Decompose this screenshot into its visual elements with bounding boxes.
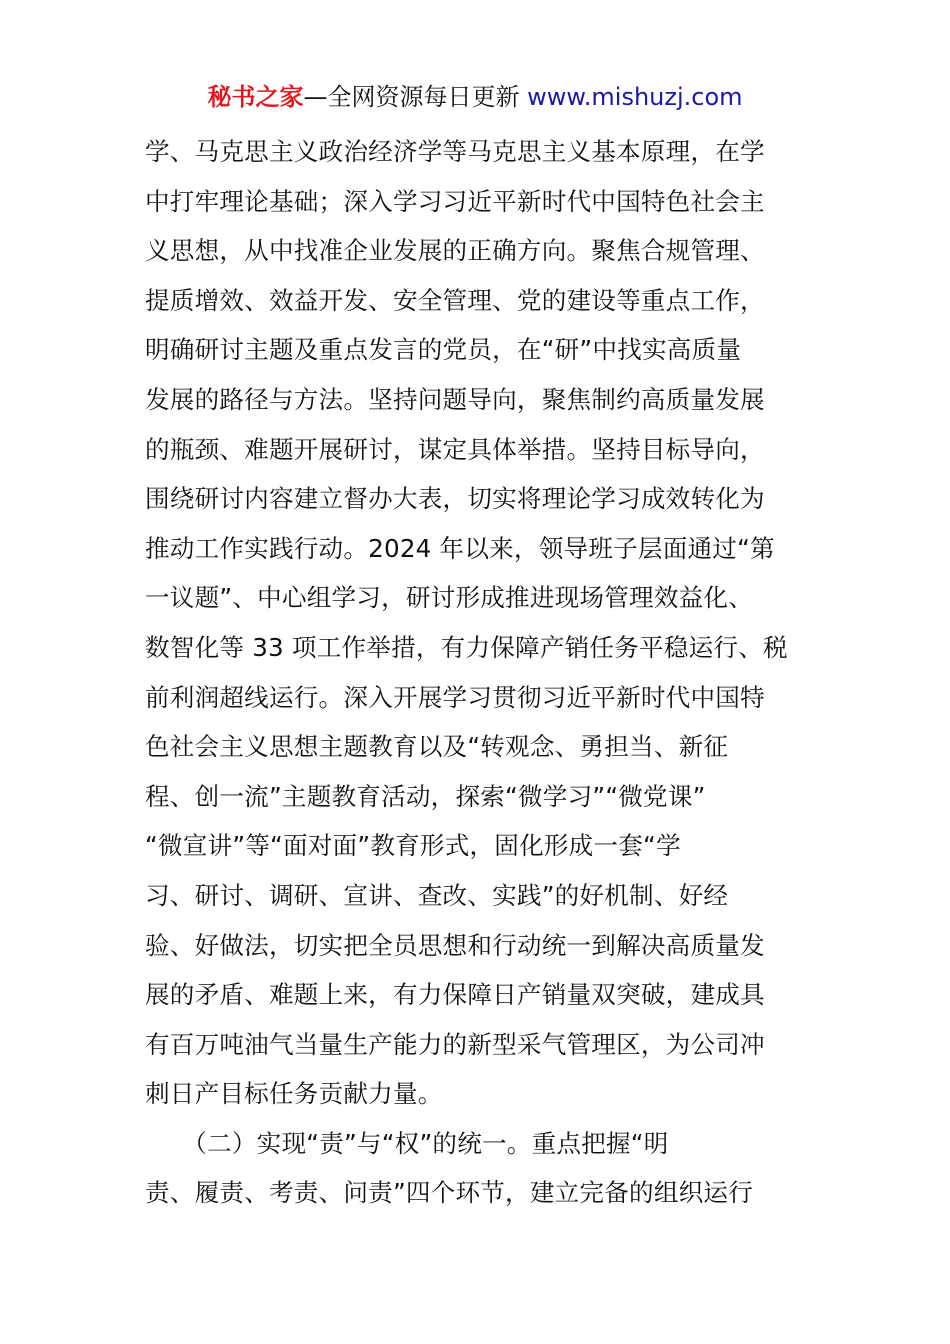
text-line: 义思想，从中找准企业发展的正确方向。聚焦合规管理、 [145, 236, 765, 266]
text-line: “微宣讲”等“面对面”教育形式，固化形成一套“学 [145, 831, 681, 861]
text-line: 色社会主义思想主题教育以及“转观念、勇担当、新征 [145, 732, 729, 762]
text-line: 的瓶颈、难题开展研讨，谋定具体举措。坚持目标导向， [145, 434, 765, 464]
text-line: 推动工作实践行动。2024 年以来，领导班子层面通过“第 [145, 533, 775, 563]
text-line: 责、履责、考责、问责”四个环节，建立完备的组织运行 [145, 1178, 753, 1208]
text-line: 验、好做法，切实把全员思想和行动统一到解决高质量发 [145, 930, 765, 960]
brand-name: 秘书之家 [207, 83, 304, 111]
text-line: 明确研讨主题及重点发言的党员，在“研”中找实高质量 [145, 335, 742, 365]
document-body [145, 127, 810, 1218]
text-line: 学、马克思主义政治经济学等马克思主义基本原理，在学 [145, 137, 765, 166]
text-line: 展的矛盾、难题上来，有力保障日产销量双突破，建成具 [145, 980, 765, 1010]
text-line: 数智化等 33 项工作举措，有力保障产销任务平稳运行、税 [145, 632, 788, 662]
section-heading-line: （二）实现“责”与“权”的统一。重点把握“明 [145, 1128, 669, 1158]
text-line: 一议题”、中心组学习，研讨形成推进现场管理效益化、 [145, 583, 753, 613]
text-line: 刺日产目标任务贡献力量。 [145, 1079, 443, 1109]
site-url-link[interactable]: www.mishuzj.com [527, 83, 743, 111]
text-line: 围绕研讨内容建立督办大表，切实将理论学习成效转化为 [145, 484, 765, 514]
text-line: 习、研讨、调研、宣讲、查改、实践”的好机制、好经 [145, 880, 729, 910]
site-header [0, 80, 950, 114]
text-line: 提质增效、效益开发、安全管理、党的建设等重点工作， [145, 285, 765, 315]
text-line: 发展的路径与方法。坚持问题导向，聚焦制约高质量发展 [145, 384, 765, 414]
text-line: 有百万吨油气当量生产能力的新型采气管理区，为公司冲 [145, 1029, 765, 1059]
text-line: 中打牢理论基础；深入学习习近平新时代中国特色社会主 [145, 186, 765, 216]
text-line: 程、创一流”主题教育活动，探索“微学习”“微党课” [145, 781, 706, 811]
text-line: 前利润超线运行。深入开展学习贯彻习近平新时代中国特 [145, 682, 765, 712]
header-tagline: —全网资源每日更新 [303, 83, 520, 111]
